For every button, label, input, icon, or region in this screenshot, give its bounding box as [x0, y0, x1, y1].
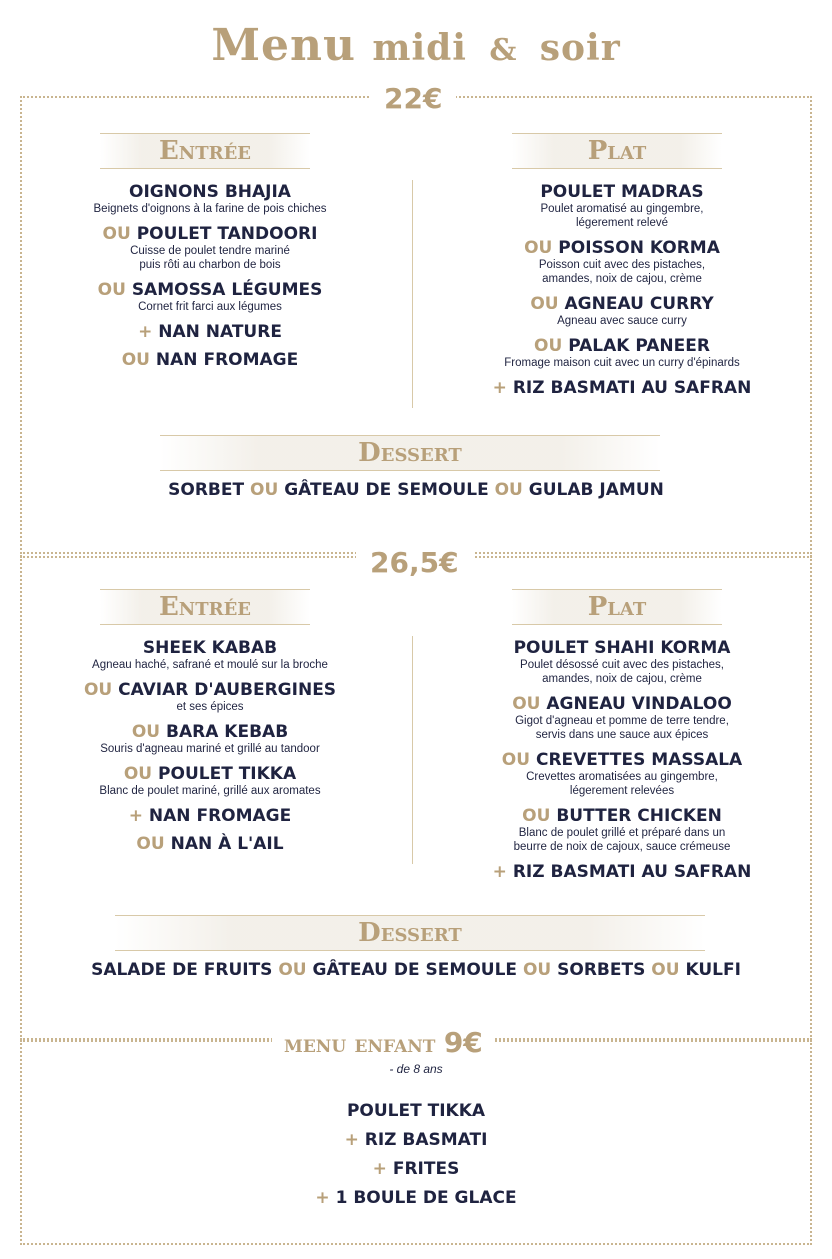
kids-menu-prefix: +	[315, 1188, 330, 1208]
title-word-2: midi	[372, 27, 467, 69]
menu-item-name: NAN FROMAGE	[148, 806, 292, 826]
menu-22-entree-heading: Entrée	[100, 133, 310, 169]
dessert-option: SORBET	[168, 480, 245, 500]
menu-item-name: BUTTER CHICKEN	[556, 806, 722, 826]
menu-item-name: NAN FROMAGE	[155, 350, 299, 370]
menu-item-prefix: +	[128, 806, 143, 826]
kids-menu-item	[216, 1155, 616, 1184]
menu-item-description: servis dans une sauce aux épices	[535, 729, 709, 741]
menu-22-plat-list	[432, 182, 812, 406]
dessert-option: KULFI	[685, 960, 741, 980]
menu-26-price: 26,5€	[356, 546, 473, 580]
menu-item-title	[40, 280, 380, 300]
dessert-option: GÂTEAU DE SEMOULE	[312, 960, 518, 980]
menu-item-description: Agneau avec sauce curry	[557, 315, 687, 327]
menu-item-prefix: OU	[522, 806, 551, 826]
menu-item-prefix: OU	[534, 336, 563, 356]
page-title	[0, 20, 832, 71]
menu-item-title	[40, 182, 380, 202]
dessert-option: GULAB JAMUN	[528, 480, 664, 500]
kids-menu-item	[216, 1126, 616, 1155]
menu-item-description: légerement relevé	[575, 217, 669, 229]
menu-item-name: POISSON KORMA	[558, 238, 720, 258]
menu-item	[432, 806, 812, 854]
menu-item	[40, 764, 380, 798]
menu-22-entree-list	[40, 182, 380, 378]
menu-item-title	[432, 294, 812, 314]
menu-item-name: CAVIAR D'AUBERGINES	[118, 680, 337, 700]
menu-item-name: POULET TIKKA	[158, 764, 297, 784]
menu-item-description: et ses épices	[176, 701, 244, 713]
menu-item-description: Crevettes aromatisées au gingembre,	[526, 771, 718, 783]
menu-22-dessert-line	[20, 480, 812, 500]
kids-menu-label: menu enfant	[284, 1029, 436, 1058]
menu-item-description: Blanc de poulet mariné, grillé aux aromates	[99, 785, 321, 797]
menu-item-name: CREVETTES MASSALA	[535, 750, 743, 770]
menu-item-title	[432, 750, 812, 770]
menu-item	[40, 182, 380, 216]
menu-item-title	[40, 722, 380, 742]
menu-item-title	[40, 834, 380, 854]
menu-item-title	[432, 378, 812, 398]
menu-item	[432, 294, 812, 328]
menu-item-description: Poulet désossé cuit avec des pistaches,	[520, 659, 724, 671]
menu-item-title	[40, 322, 380, 342]
menu-item-description: Blanc de poulet grillé et préparé dans un	[518, 827, 726, 839]
title-word-3: soir	[539, 27, 621, 69]
menu-item-prefix: OU	[97, 280, 126, 300]
menu-item-prefix: +	[492, 378, 507, 398]
kids-menu-item-name: RIZ BASMATI	[364, 1130, 488, 1150]
menu-item-name: BARA KEBAB	[166, 722, 289, 742]
menu-item-prefix: OU	[83, 680, 113, 700]
kids-menu-age: - de 8 ans	[389, 1062, 443, 1076]
menu-item	[432, 750, 812, 798]
menu-item-description: puis rôti au charbon de bois	[139, 259, 281, 271]
menu-item-name: POULET SHAHI KORMA	[513, 638, 731, 658]
menu-item	[432, 336, 812, 370]
menu-item	[40, 680, 380, 714]
dessert-separator: OU	[494, 480, 523, 500]
menu-item-description: Poulet aromatisé au gingembre,	[540, 203, 704, 215]
menu-item-prefix: +	[492, 862, 507, 882]
menu-item-prefix: OU	[136, 834, 165, 854]
menu-item-description: Cuisse de poulet tendre mariné	[130, 245, 290, 257]
menu-22-dessert-heading: Dessert	[160, 435, 660, 471]
menu-item-name: PALAK PANEER	[568, 336, 710, 356]
menu-item-title	[40, 224, 380, 244]
menu-item	[40, 280, 380, 314]
menu-26-dessert-heading: Dessert	[115, 915, 705, 951]
menu-item	[432, 862, 812, 882]
menu-item-description: Souris d'agneau mariné et grillé au tandoor	[100, 743, 320, 755]
menu-item	[40, 224, 380, 272]
menu-item-description: amandes, noix de cajou, crème	[542, 273, 702, 285]
kids-menu-prefix: +	[344, 1130, 359, 1150]
kids-menu-list	[216, 1097, 616, 1213]
menu-item-prefix: OU	[512, 694, 541, 714]
menu-item	[432, 638, 812, 686]
menu-26-dessert-line	[20, 960, 812, 980]
menu-item-title	[432, 862, 812, 882]
menu-item-name: NAN NATURE	[158, 322, 282, 342]
menu-item-name: AGNEAU VINDALOO	[546, 694, 732, 714]
menu-item	[432, 182, 812, 230]
menu-item-prefix: OU	[524, 238, 553, 258]
menu-item-description: beurre de noix de cajoux, sauce crémeuse	[513, 841, 731, 853]
menu-item-name: OIGNONS BHAJIA	[129, 182, 291, 202]
menu-item-prefix: +	[138, 322, 153, 342]
menu-item-prefix: OU	[121, 350, 150, 370]
menu-item-prefix: OU	[102, 224, 131, 244]
menu-item-title	[40, 806, 380, 826]
column-divider	[412, 180, 413, 408]
menu-item-prefix: OU	[501, 750, 531, 770]
menu-item-description: Poisson cuit avec des pistaches,	[538, 259, 706, 271]
kids-menu-item	[216, 1184, 616, 1213]
dessert-option: SALADE DE FRUITS	[91, 960, 273, 980]
menu-item-title	[432, 238, 812, 258]
menu-item	[40, 638, 380, 672]
menu-item-title	[432, 336, 812, 356]
menu-item-title	[432, 694, 812, 714]
menu-item-title	[40, 350, 380, 370]
menu-item-name: RIZ BASMATI AU SAFRAN	[512, 862, 752, 882]
menu-26-entree-list	[40, 638, 380, 862]
menu-item-description: Cornet frit farci aux légumes	[138, 301, 282, 313]
menu-item-description: amandes, noix de cajou, crème	[542, 673, 702, 685]
menu-item-title	[40, 638, 380, 658]
menu-item-name: NAN À L'AIL	[170, 834, 284, 854]
dessert-option: GÂTEAU DE SEMOULE	[284, 480, 489, 500]
menu-item	[40, 350, 380, 370]
menu-item-name: SHEEK KABAB	[142, 638, 278, 658]
menu-item	[432, 238, 812, 286]
menu-item	[432, 694, 812, 742]
menu-item-name: POULET MADRAS	[540, 182, 704, 202]
menu-item-title	[40, 764, 380, 784]
column-divider	[412, 636, 413, 864]
menu-item	[40, 806, 380, 826]
menu-item-title	[432, 638, 812, 658]
menu-item	[432, 378, 812, 398]
menu-26-entree-heading: Entrée	[100, 589, 310, 625]
menu-22-price: 22€	[370, 82, 456, 116]
menu-item-name: RIZ BASMATI AU SAFRAN	[512, 378, 752, 398]
menu-item	[40, 322, 380, 342]
menu-item-name: AGNEAU CURRY	[564, 294, 714, 314]
menu-item-title	[432, 182, 812, 202]
kids-menu-price: 9€	[443, 1026, 483, 1059]
menu-item-description: Agneau haché, safrané et moulé sur la broche	[92, 659, 328, 671]
menu-item-prefix: OU	[131, 722, 161, 742]
title-word-1: Menu	[211, 20, 357, 71]
kids-menu-item-name: FRITES	[392, 1159, 460, 1179]
kids-menu-item-name: POULET TIKKA	[346, 1101, 486, 1121]
title-ampersand: &	[489, 33, 518, 68]
kids-menu-item-name: 1 BOULE DE GLACE	[335, 1188, 517, 1208]
kids-menu-prefix: +	[372, 1159, 387, 1179]
menu-item	[40, 722, 380, 756]
dessert-separator: OU	[651, 960, 680, 980]
dessert-option: SORBETS	[557, 960, 646, 980]
menu-26-plat-list	[432, 638, 812, 890]
dessert-separator: OU	[522, 960, 552, 980]
dessert-separator: OU	[250, 480, 279, 500]
menu-item-name: POULET TANDOORI	[136, 224, 318, 244]
menu-22-plat-heading: Plat	[512, 133, 722, 169]
kids-menu-item	[216, 1097, 616, 1126]
menu-item-description: Gigot d'agneau et pomme de terre tendre,	[515, 715, 729, 727]
menu-item-title	[432, 806, 812, 826]
menu-item-description: légerement relevées	[569, 785, 675, 797]
menu-item-prefix: OU	[530, 294, 559, 314]
menu-26-plat-heading: Plat	[512, 589, 722, 625]
menu-item-description: Fromage maison cuit avec un curry d'épinards	[504, 357, 740, 369]
dessert-separator: OU	[278, 960, 307, 980]
menu-item-description: Beignets d'oignons à la farine de pois chiches	[93, 203, 327, 215]
menu-item-name: SAMOSSA LÉGUMES	[131, 280, 323, 300]
menu-item-title	[40, 680, 380, 700]
menu-item	[40, 834, 380, 854]
kids-menu-title	[272, 1026, 495, 1061]
menu-item-prefix: OU	[123, 764, 153, 784]
